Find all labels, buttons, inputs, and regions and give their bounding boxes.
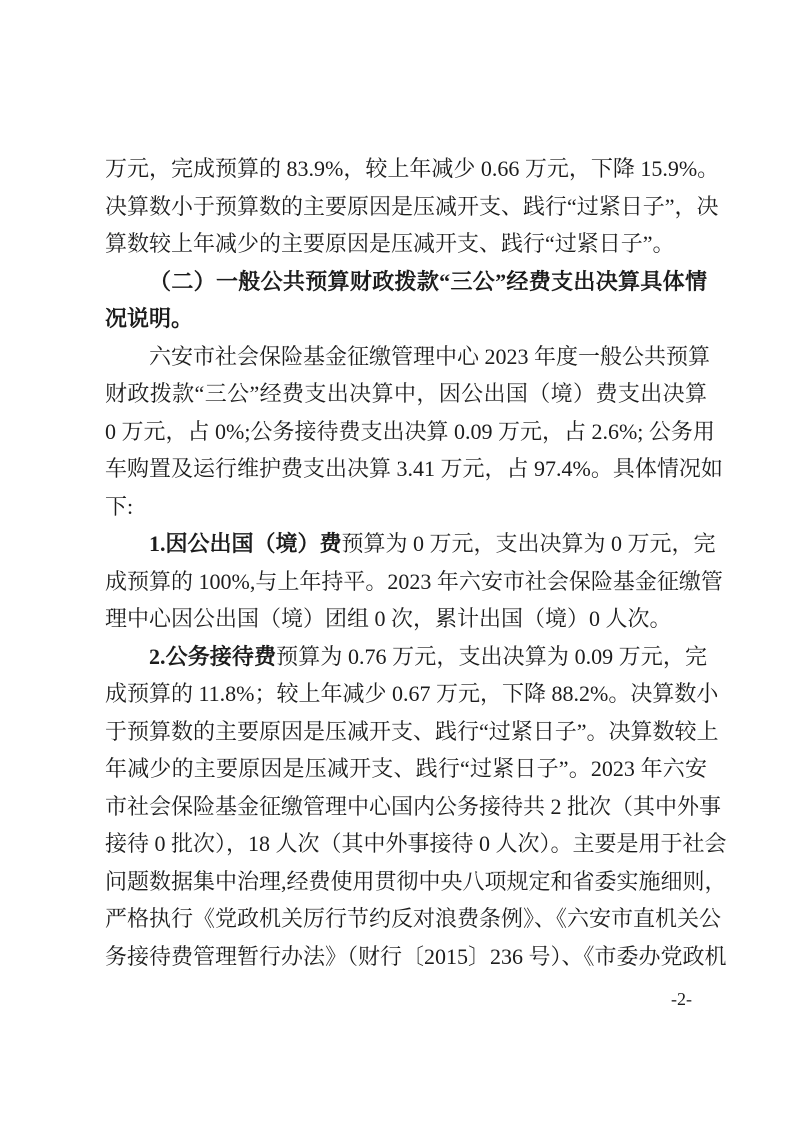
text-line: 车购置及运行维护费支出决算 3.41 万元，占 97.4%。具体情况如 [105,456,723,481]
document-body [105,150,727,975]
text-line: 市社会保险基金征缴管理中心国内公务接待共 2 批次（其中外事 [105,793,722,819]
text-line: 严格执行《党政机关厉行节约反对浪费条例》、《六安市直机关公 [105,906,722,931]
text-segment: 预算为 0.76 万元，支出决算为 0.09 万元，完 [276,643,707,669]
page-number: -2- [671,989,692,1009]
text-line: 0 万元，占 0%;公务接待费支出决算 0.09 万元，占 2.6%; 公务用 [105,418,715,444]
text-line: 成预算的 11.8%；较上年减少 0.67 万元，下降 88.2%。决算数小 [105,681,719,706]
text-line: 接待 0 批次），18 人次（其中外事接待 0 人次）。主要是用于社会 [105,831,727,856]
text-line: 理中心因公出国（境）团组 0 次，累计出国（境）0 人次。 [105,606,672,631]
text-line: 成预算的 100%,与上年持平。2023 年六安市社会保险基金征缴管 [105,568,723,594]
subsection-line [105,638,707,676]
text-line: 务接待费管理暂行办法》（财行〔2015〕236 号）、《市委办党政机 [105,943,727,969]
text-line: 下: [105,493,134,519]
text-line: 决算数小于预算数的主要原因是压减开支、践行“过紧日子”，决 [105,193,719,219]
section-heading-line: 况说明。 [105,306,194,331]
text-line: 万元，完成预算的 83.9%，较上年减少 0.66 万元，下降 15.9%。 [105,156,720,181]
section-heading-line: （二）一般公共预算财政拨款“三公”经费支出决算具体情 [149,268,707,294]
text-segment: 预算为 0 万元，支出决算为 0 万元，完 [341,531,716,556]
subsection-title: 1.因公出国（境）费 [149,531,342,556]
subsection-line [105,525,716,563]
subsection-title: 2.公务接待费 [149,643,277,669]
text-line: 财政拨款“三公”经费支出决算中，因公出国（境）费支出决算 [105,381,707,406]
text-line: 算数较上年减少的主要原因是压减开支、践行“过紧日子”。 [105,231,675,256]
text-line: 六安市社会保险基金征缴管理中心 2023 年度一般公共预算 [149,343,711,369]
text-line: 问题数据集中治理,经费使用贯彻中央八项规定和省委实施细则， [105,868,727,894]
text-line: 年减少的主要原因是压减开支、践行“过紧日子”。2023 年六安 [105,756,707,781]
text-line: 于预算数的主要原因是压减开支、践行“过紧日子”。决算数较上 [105,718,719,744]
